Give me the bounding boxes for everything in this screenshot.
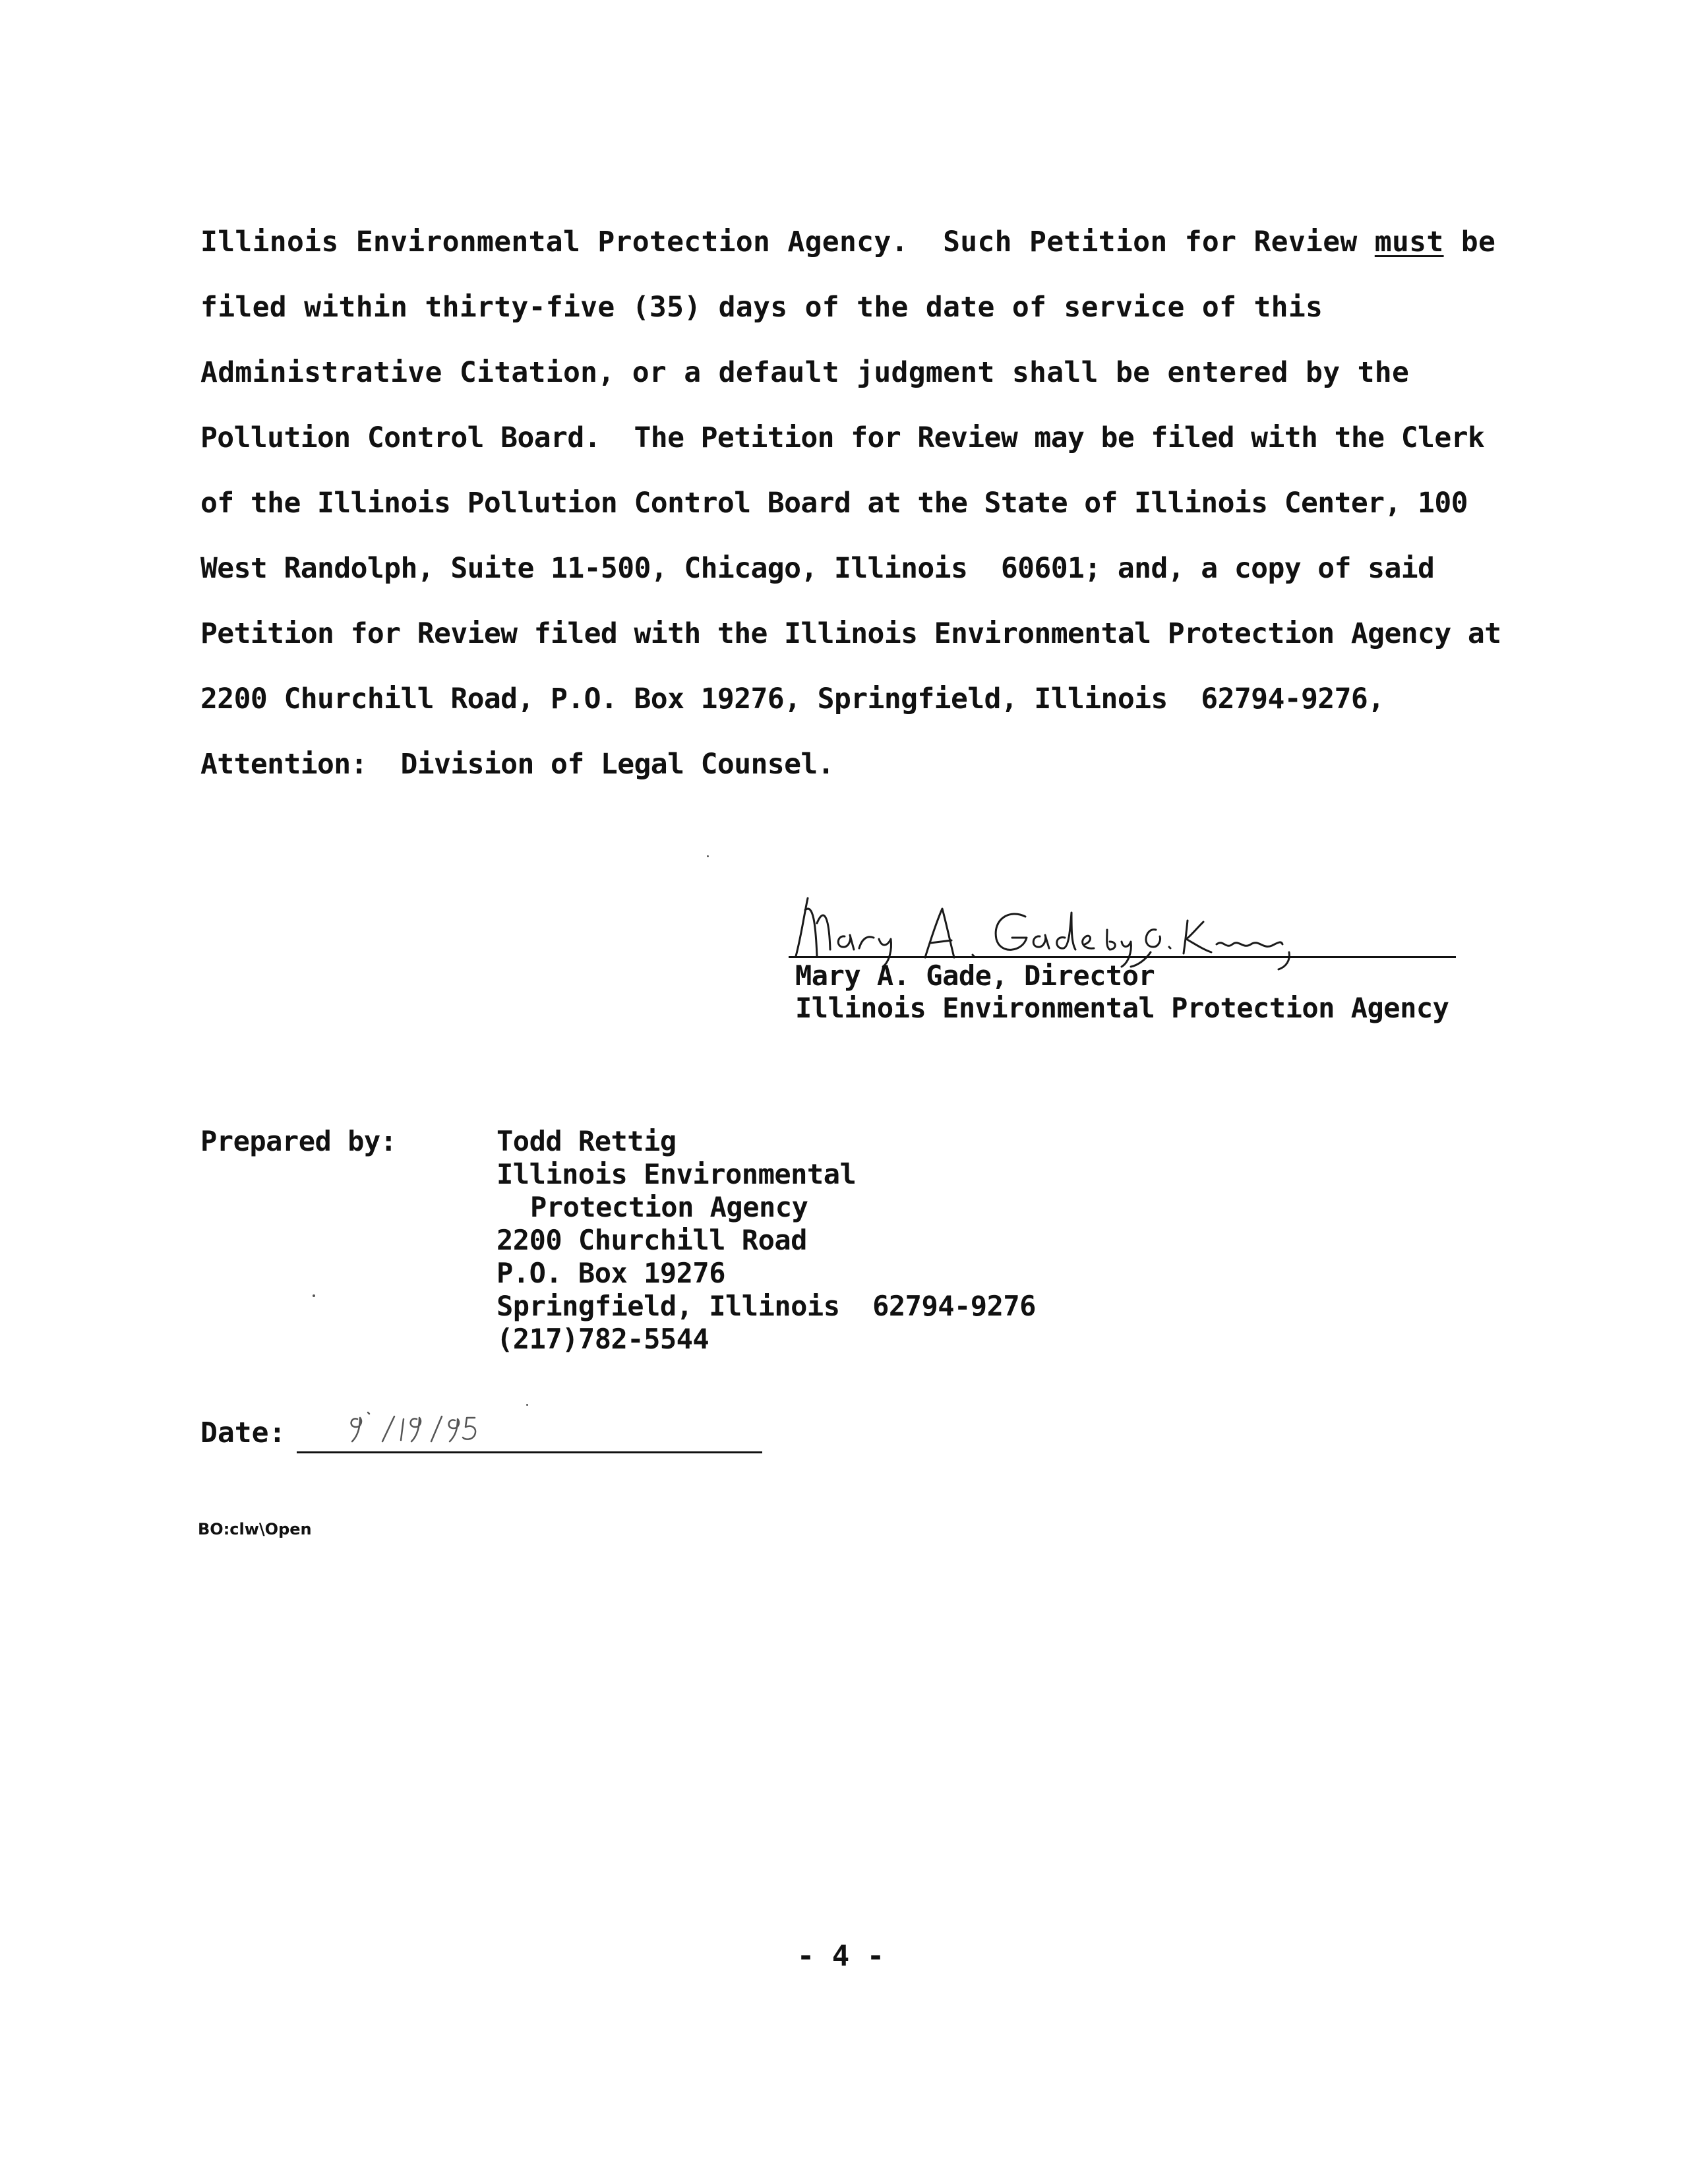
handwritten-date (343, 1405, 541, 1451)
paragraph-line: of the Illinois Pollution Control Board at the State of Illinois Center, 100 (200, 487, 1468, 520)
paragraph-line: Attention: Division of Legal Counsel. (200, 748, 834, 781)
signature-line (789, 956, 1456, 958)
address-line: Springfield, Illinois 62794-9276 (497, 1290, 1036, 1322)
scan-speck (707, 855, 709, 857)
scan-speck (526, 1404, 528, 1406)
citation-paragraph (200, 210, 1559, 797)
address-line: Illinois Environmental (497, 1158, 857, 1190)
address-line: 2200 Churchill Road (497, 1224, 807, 1256)
prepared-by-address (497, 1125, 1036, 1356)
paragraph-line: Illinois Environmental Protection Agency. Such Petition for Review must be (200, 226, 1496, 258)
paragraph-line: filed within thirty-five (35) days of the date of service of this (200, 291, 1323, 324)
date-label: Date: (200, 1416, 286, 1449)
phone-number: (217)782-5544 (497, 1323, 709, 1355)
paragraph-line: Pollution Control Board. The Petition for Review may be filed with the Clerk (200, 421, 1485, 454)
date-line (297, 1451, 762, 1453)
scan-speck (313, 1294, 315, 1297)
file-reference-code: BO:clw\Open (198, 1520, 312, 1538)
preparer-name: Todd Rettig (497, 1125, 677, 1157)
paragraph-line: West Randolph, Suite 11-500, Chicago, Illinois 60601; and, a copy of said (200, 552, 1435, 585)
address-line: P.O. Box 19276 (497, 1257, 726, 1289)
signatory-organization: Illinois Environmental Protection Agency (795, 992, 1449, 1024)
paragraph-line: Petition for Review filed with the Illinois Environmental Protection Agency at (200, 617, 1501, 650)
signatory-name-title: Mary A. Gade, Director (795, 959, 1155, 992)
page-number: - 4 - (797, 1939, 885, 1973)
address-line: Protection Agency (530, 1191, 808, 1223)
paragraph-line: Administrative Citation, or a default judgment shall be entered by the (200, 356, 1410, 389)
prepared-by-label: Prepared by: (200, 1125, 397, 1157)
paragraph-line: 2200 Churchill Road, P.O. Box 19276, Springfield, Illinois 62794-9276, (200, 682, 1385, 715)
emphasis-must: must (1374, 226, 1444, 258)
